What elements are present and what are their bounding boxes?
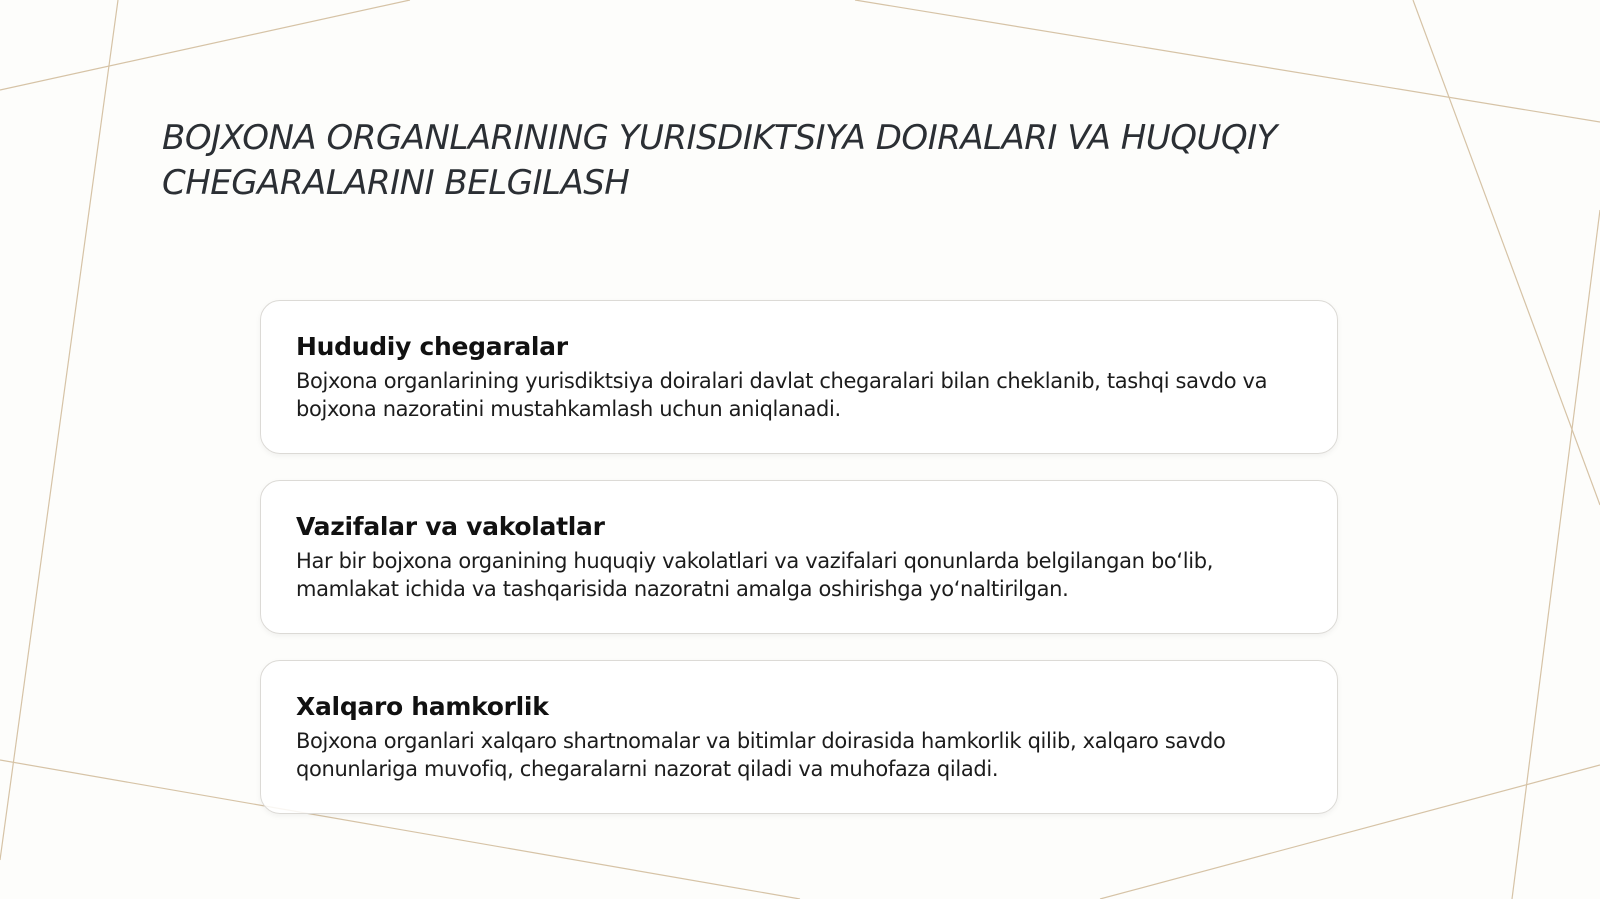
card-text: Bojxona organlari xalqaro shartnomalar va bitimlar doirasida hamkorlik qilib, xalqaro savdo qonunlariga muvofiq, chegaralarni nazorat qiladi va muhofaza qiladi. [296, 729, 1226, 781]
card-text: Bojxona organlarining yurisdiktsiya doiralari davlat chegaralari bilan cheklanib, tashqi savdo va bojxona nazoratini mustahkamlash uchun aniqlanadi. [296, 369, 1268, 421]
card-duties-and-powers [260, 480, 1338, 634]
card-text: Har bir bojxona organining huquqiy vakolatlari va vazifalari qonunlarda belgilangan bo‘lib, mamlakat ichida va tashqarisida nazoratni amalga oshirishga yo‘naltirilgan. [296, 549, 1214, 601]
deco-line [855, 0, 1600, 122]
card-international-cooperation [260, 660, 1338, 814]
card-heading: Vazifalar va vakolatlar [296, 512, 605, 541]
page-title: BOJXONA ORGANLARINING YURISDIKTSIYA DOIRALARI VA HUQUQIY CHEGARALARINI BELGILASH [162, 118, 1277, 203]
card-heading: Xalqaro hamkorlik [296, 692, 549, 721]
card-territorial-boundaries [260, 300, 1338, 454]
deco-line [1512, 210, 1600, 899]
deco-line [0, 0, 410, 90]
card-heading: Hududiy chegaralar [296, 332, 568, 361]
deco-line [0, 0, 118, 860]
